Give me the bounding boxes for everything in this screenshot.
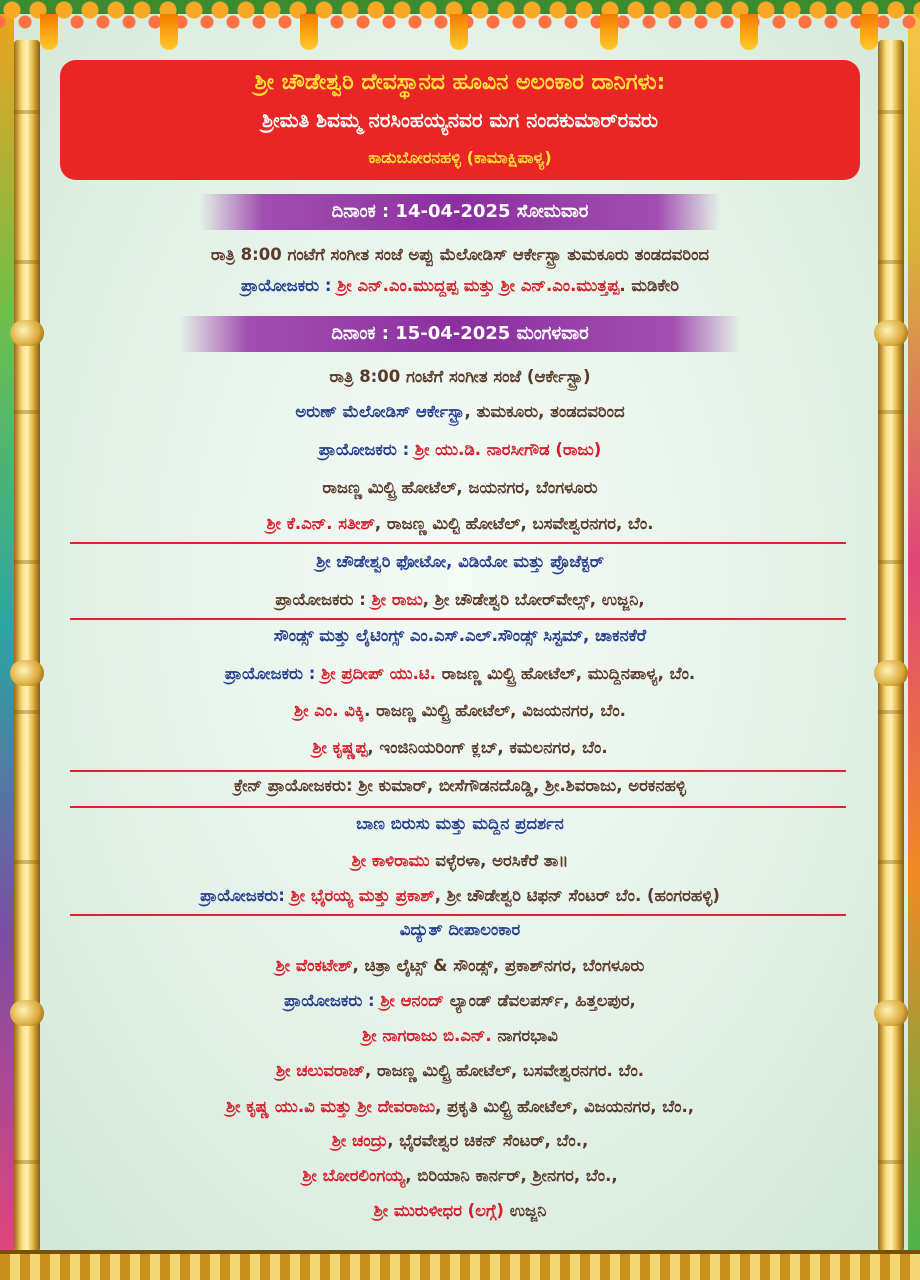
left-golden-pillar — [14, 40, 40, 1252]
day2-sponsor-address: ರಾಜಣ್ಣ ಮಿಲ್ಟ್ರಿ ಹೋಟೆಲ್, ಜಯನಗರ, ಬೆಂಗಳೂರು — [322, 478, 598, 497]
garland-tassel — [450, 14, 468, 50]
lighting-sponsor-2: ಶ್ರೀ ನಾಗರಾಜು ಬಿ.ಎನ್. ನಾಗರಭಾವಿ — [362, 1026, 558, 1045]
photo-sponsor: ಪ್ರಾಯೋಜಕರು : ಶ್ರೀ ರಾಜು, ಶ್ರೀ ಚೌಡೇಶ್ವರಿ ಬೋರ್‌ವೇಲ್ಸ್, ಉಜ್ಜನಿ, — [275, 590, 645, 609]
sound-sponsor-3: ಶ್ರೀ ಕೃಷ್ಣಪ್ಪ, ಇಂಜಿನಿಯರಿಂಗ್ ಕ್ಲಬ್, ಕಮಲನಗರ, ಬೆಂ. — [312, 738, 608, 757]
day2-sponsor-2: ಶ್ರೀ ಕೆ.ಎನ್. ಸತೀಶ್, ರಾಜಣ್ಣ ಮಿಲ್ಟಿ ಹೋಟೆಲ್, ಬಸವೇಶ್ವರನಗರ, ಬೆಂ. — [266, 514, 654, 533]
header-place: ಕಾಡುಬೋರನಹಳ್ಳಿ (ಕಾಮಾಕ್ಷಿಪಾಳ್ಯ) — [368, 148, 552, 167]
divider — [70, 806, 846, 808]
sound-sponsor-2: ಶ್ರೀ ಎಂ. ವಿಕ್ಕಿ. ರಾಜಣ್ಣ ಮಿಲ್ಟ್ರಿ ಹೋಟೆಲ್, ವಿಜಯನಗರ, ಬೆಂ. — [294, 701, 626, 720]
header-title: ಶ್ರೀ ಚೌಡೇಶ್ವರಿ ದೇವಸ್ಥಾನದ ಹೂವಿನ ಅಲಂಕಾರ ದಾನಿಗಳು: — [254, 70, 666, 95]
fireworks-sponsor: ಪ್ರಾಯೋಜಕರು: ಶ್ರೀ ಭೈರಯ್ಯ ಮತ್ತು ಪ್ರಕಾಶ್, ಶ್ರೀ ಚೌಡೇಶ್ವರಿ ಟಿಫನ್ ಸೆಂಟರ್ ಬೆಂ. (ಹಂಗರಹಳ್ಳಿ) — [200, 886, 720, 905]
day1-sponsor: ಪ್ರಾಯೋಜಕರು : ಶ್ರೀ ಎನ್.ಎಂ.ಮುದ್ದಪ್ಪ ಮತ್ತು ಶ್ರೀ ಎನ್.ಎಂ.ಮುತ್ತಪ್ಪ. ಮಡಿಕೇರಿ — [241, 276, 679, 295]
garland-tassel — [300, 14, 318, 50]
bottom-golden-border — [0, 1250, 920, 1280]
garland-tassel — [600, 14, 618, 50]
date-banner-day2: ದಿನಾಂಕ : 15-04-2025 ಮಂಗಳವಾರ — [180, 316, 740, 352]
photo-title: ಶ್ರೀ ಚೌಡೇಶ್ವರಿ ಫೋಟೋ, ವಿಡಿಯೋ ಮತ್ತು ಪ್ರೊಜೆಕ್ಟರ್ — [316, 552, 604, 571]
lighting-artist: ಶ್ರೀ ವೆಂಕಟೇಶ್, ಚಿತ್ರಾ ಲೈಟ್ಸ್ & ಸೌಂಡ್ಸ್, ಪ್ರಕಾಶ್‌ನಗರ, ಬೆಂಗಳೂರು — [275, 956, 645, 975]
right-golden-pillar — [878, 40, 904, 1252]
lighting-title: ವಿದ್ಯುತ್ ದೀಪಾಲಂಕಾರ — [399, 920, 521, 939]
donor-header-box — [60, 60, 860, 180]
lighting-sponsor-1: ಪ್ರಾಯೋಜಕರು : ಶ್ರೀ ಆನಂದ್ ಲ್ಯಾಂಡ್ ಡೆವಲಪರ್ಸ್, ಹಿತ್ತಲಪುರ, — [284, 991, 636, 1010]
divider — [70, 770, 846, 772]
right-color-edge — [908, 0, 920, 1250]
garland-tassel — [860, 14, 878, 50]
garland-tassel — [740, 14, 758, 50]
divider — [70, 542, 846, 544]
fireworks-title: ಬಾಣ ಬಿರುಸು ಮತ್ತು ಮದ್ದಿನ ಪ್ರದರ್ಶನ — [356, 814, 564, 833]
left-color-edge — [0, 0, 14, 1250]
lighting-sponsor-4: ಶ್ರೀ ಕೃಷ್ಣ ಯು.ವಿ ಮತ್ತು ಶ್ರೀ ದೇವರಾಜು, ಪ್ರಕೃತಿ ಮಿಲ್ಟ್ರಿ ಹೋಟೆಲ್, ವಿಜಯನಗರ, ಬೆಂ., — [226, 1097, 694, 1116]
sound-sponsor-1: ಪ್ರಾಯೋಜಕರು : ಶ್ರೀ ಪ್ರದೀಪ್ ಯು.ಟಿ. ರಾಜಣ್ಣ ಮಿಲ್ಟ್ರಿ ಹೋಟೆಲ್, ಮುದ್ದಿನಪಾಳ್ಯ, ಬೆಂ. — [224, 664, 696, 683]
lighting-sponsor-6: ಶ್ರೀ ಬೋರಲಿಂಗಯ್ಯ, ಬಿರಿಯಾನಿ ಕಾರ್ನರ್, ಶ್ರೀನಗರ, ಬೆಂ., — [302, 1166, 618, 1185]
divider — [70, 914, 846, 916]
lighting-sponsor-7: ಶ್ರೀ ಮುರುಳೀಧರ (ಲಗ್ಗೆ) ಉಜ್ಜನಿ — [373, 1201, 547, 1220]
lighting-sponsor-5: ಶ್ರೀ ಚಂದ್ರು, ಭೈರವೇಶ್ವರ ಚಿಕನ್ ಸೆಂಟರ್, ಬೆಂ., — [331, 1131, 589, 1150]
day2-troupe: ಅರುಣ್ ಮೆಲೋಡಿಸ್ ಆರ್ಕೇಸ್ಟ್ರಾ, ತುಮಕೂರು, ತಂಡದವರಿಂದ — [295, 402, 625, 421]
day2-sponsor: ಪ್ರಾಯೋಜಕರು : ಶ್ರೀ ಯು.ಡಿ. ನಾರಸೀಗೌಡ (ರಾಜು) — [318, 440, 602, 459]
garland-tassel — [160, 14, 178, 50]
garland-tassel — [40, 14, 58, 50]
date-banner-day1: ದಿನಾಂಕ : 14-04-2025 ಸೋಮವಾರ — [200, 194, 720, 230]
divider — [70, 618, 846, 620]
fireworks-artist: ಶ್ರೀ ಕಾಳಿರಾಮು ವಳ್ಳೆರಳಾ, ಅರಸಿಕೆರೆ ತಾ॥ — [351, 851, 569, 870]
lighting-sponsor-3: ಶ್ರೀ ಚಲುವರಾಜ್, ರಾಜಣ್ಣ ಮಿಲ್ಟ್ರಿ ಹೋಟೆಲ್, ಬಸವೇಶ್ವರನಗರ. ಬೆಂ. — [275, 1061, 645, 1080]
day2-program: ರಾತ್ರಿ 8:00 ಗಂಟೆಗೆ ಸಂಗೀತ ಸಂಜೆ (ಆರ್ಕೇಸ್ಟ್ರಾ) — [329, 367, 591, 386]
sound-title: ಸೌಂಡ್ಸ್ ಮತ್ತು ಲೈಟಿಂಗ್ಸ್ ಎಂ.ಎಸ್.ಎಲ್.ಸೌಂಡ್ಸ್ ಸಿಸ್ಟಮ್, ಚಾಕನಕೆರೆ — [273, 626, 647, 645]
day1-program: ರಾತ್ರಿ 8:00 ಗಂಟೆಗೆ ಸಂಗೀತ ಸಂಜೆ ಅಪ್ಪು ಮೆಲೋಡಿಸ್ ಆರ್ಕೇಸ್ಟ್ರಾ ತುಮಕೂರು ತಂಡದವರಿಂದ — [210, 245, 710, 264]
crane-sponsor: ಕ್ರೇನ್ ಪ್ರಾಯೋಜಕರು: ಶ್ರೀ ಕುಮಾರ್, ಬೀಸೆಗೌಡನದೊಡ್ಡಿ, ಶ್ರೀ.ಶಿವರಾಜು, ಅರಕನಹಳ್ಳಿ — [234, 776, 686, 795]
header-donor-name: ಶ್ರೀಮತಿ ಶಿವಮ್ಮ ನರಸಿಂಹಯ್ಯನವರ ಮಗ ನಂದಕುಮಾರ್‌ರವರು — [262, 108, 658, 132]
